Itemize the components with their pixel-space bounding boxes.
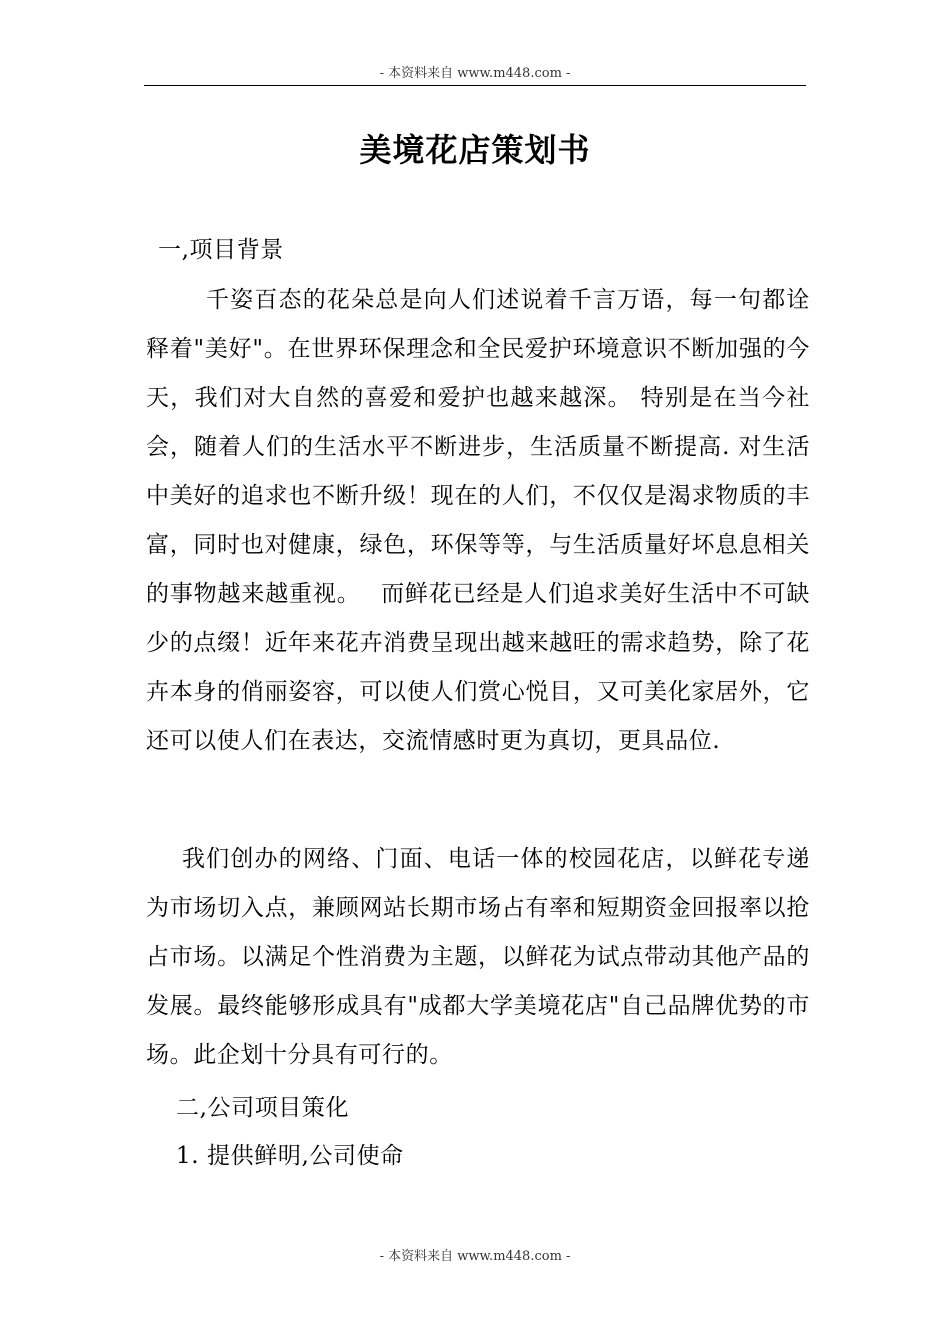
document-title: 美境花店策划书 (359, 131, 591, 169)
paragraph-business-plan: 我们创办的网络、门面、电话一体的校园花店，以鲜花专递为市场切入点，兼顾网站长期市场占有率和短期资金回报率以抢占市场。以满足个性消费为主题，以鲜花为试点带动其他产品的发展。最终能够形成具有"成都大学美境花店"自己品牌优势的市场。此企划十分具有可行的。 (146, 846, 810, 1068)
page-header: - 本资料来自 www.m448.com - (379, 66, 571, 81)
subsection-heading-mission: 1. 提供鲜明,公司使命 (176, 1143, 404, 1169)
paragraph-background: 千姿百态的花朵总是向人们述说着千言万语，每一句都诠释着"美好"。在世界环保理念和全民爱护环境意识不断加强的今天，我们对大自然的喜爱和爱护也越来越深。 特别是在当今社会，随着人们的生活水平不断进步，生活质量不断提高. 对生活中美好的追求也不断升级！现在的人们，不仅仅是渴求物质的丰富，同时也对健康，绿色，环保等等，与生活质量好坏息息相关的事物越来越重视。 而鲜花已经是人们追求美好生活中不可缺少的点缀！近年来花卉消费呈现出越来越旺的需求趋势，除了花卉本身的俏丽姿容，可以使人们赏心悦目，又可美化家居外，它还可以使人们在表达，交流情感时更为真切，更具品位. (146, 287, 810, 754)
page-footer: - 本资料来自 www.m448.com - (379, 1249, 571, 1264)
header-divider (144, 85, 806, 86)
section-heading-background: 一,项目背景 (158, 237, 284, 263)
section-heading-company-project: 二,公司项目策化 (176, 1095, 350, 1121)
